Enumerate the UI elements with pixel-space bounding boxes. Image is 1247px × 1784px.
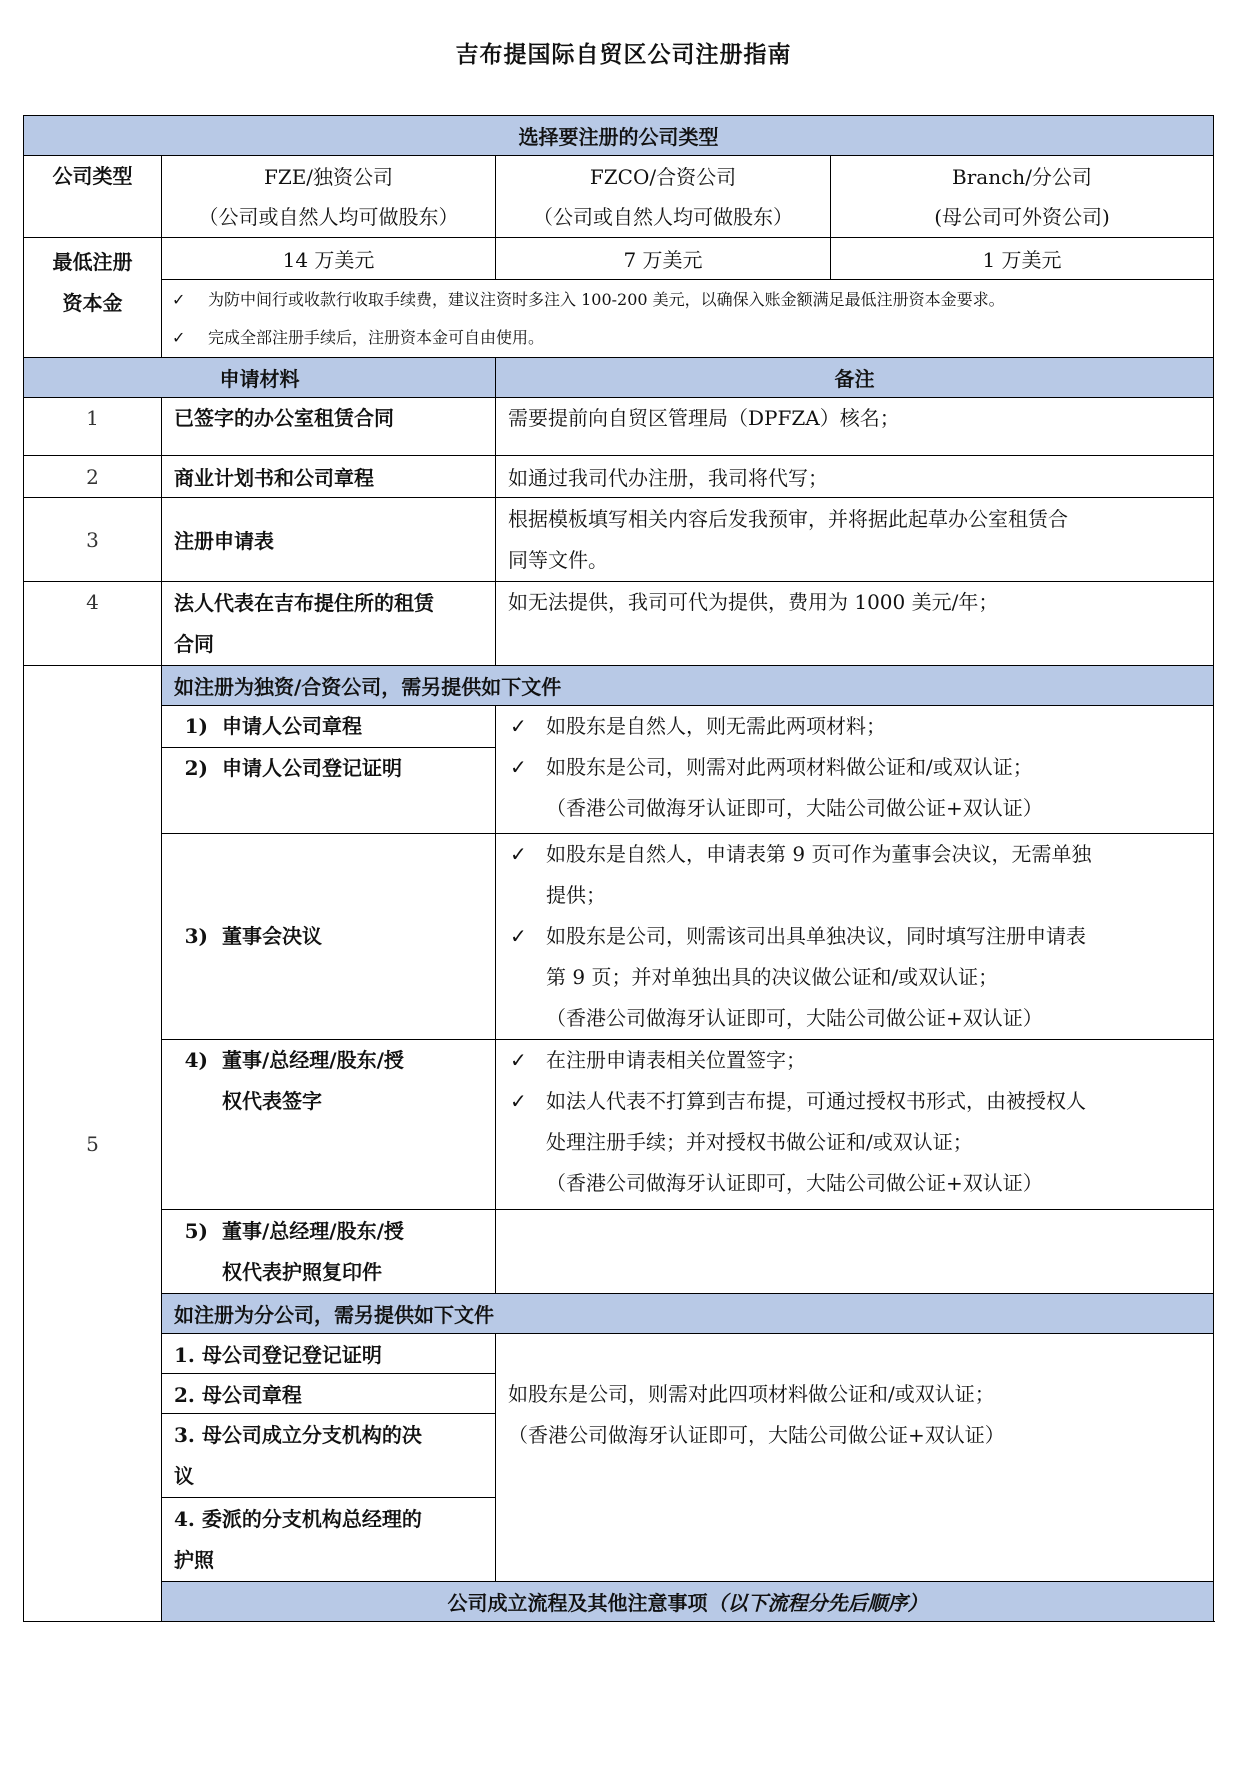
material-note-text: 同等文件。	[508, 547, 608, 572]
company-type-fze	[162, 156, 496, 238]
min-capital-fzco: 7 万美元	[496, 238, 831, 280]
row-number	[24, 398, 162, 456]
fze-item-5-note	[496, 1210, 1214, 1294]
registration-guide-table	[23, 115, 1214, 1622]
check-icon: ✓	[510, 924, 527, 948]
note-text: 如股东是自然人，申请表第 9 页可作为董事会决议，无需单独	[546, 842, 1092, 866]
capital-note-text: 完成全部注册手续后，注册资本金可自由使用。	[208, 327, 545, 347]
materials-column-header: 申请材料	[24, 358, 496, 398]
item-text: 护照	[174, 1547, 214, 1572]
fze-item-4-note	[496, 1040, 1214, 1210]
fze-item-row	[24, 834, 1214, 1040]
material-row	[24, 398, 1214, 456]
fze-item-4	[162, 1040, 496, 1210]
note-text: 如股东是公司，则需对此四项材料做公证和/或双认证；	[508, 1382, 995, 1406]
fze-item-1	[162, 706, 496, 748]
notes-column-header: 备注	[496, 358, 1214, 398]
note-line	[510, 834, 1201, 875]
company-type-label: 公司类型	[24, 156, 162, 238]
note-text: （香港公司做海牙认证即可，大陆公司做公证+双认证）	[546, 1171, 1043, 1195]
row-number-text: 4	[86, 590, 99, 614]
item-text: 3. 母公司成立分支机构的决	[174, 1422, 422, 1447]
note-line	[510, 747, 1201, 788]
sub-header-row	[24, 666, 1214, 706]
material-note-text: 如无法提供，我司可代为提供，费用为 1000 美元/年；	[508, 590, 999, 614]
min-capital-fze: 14 万美元	[162, 238, 496, 280]
company-type-name: Branch/分公司	[952, 165, 1092, 189]
fze-item-12-note	[496, 706, 1214, 834]
footer-header-italic: （以下流程分先后顺序）	[707, 1591, 928, 1615]
check-icon: ✓	[172, 327, 186, 347]
company-type-branch	[831, 156, 1214, 238]
footer-header-text: 公司成立流程及其他注意事项	[447, 1591, 708, 1615]
note-text: 在注册申请表相关位置签字；	[546, 1048, 806, 1072]
material-name: 商业计划书和公司章程	[162, 456, 496, 498]
item-text: 申请人公司章程	[222, 714, 362, 738]
footer-header-row	[24, 1582, 1214, 1622]
material-text: 法人代表在吉布提住所的租赁	[174, 590, 434, 615]
item-text: 4. 委派的分支机构总经理的	[174, 1506, 422, 1531]
item-number: 5)	[184, 1218, 208, 1243]
sub-header-branch: 如注册为分公司，需另提供如下文件	[162, 1294, 1214, 1334]
row-number	[24, 582, 162, 666]
item-number: 4)	[184, 1048, 208, 1072]
branch-items-note	[496, 1334, 1214, 1582]
material-note	[496, 498, 1214, 582]
note-line	[510, 1081, 1201, 1122]
company-type-desc: （公司或自然人均可做股东）	[533, 205, 793, 229]
min-capital-row	[24, 238, 1214, 280]
row-number: 3	[24, 498, 162, 582]
branch-item-3	[162, 1414, 496, 1498]
fze-item-5	[162, 1210, 496, 1294]
material-name	[162, 398, 496, 456]
item-number: 3)	[184, 924, 208, 948]
note-text: 如股东是自然人，则无需此两项材料；	[546, 714, 886, 738]
branch-item-1: 1. 母公司登记登记证明	[162, 1334, 496, 1374]
material-note	[496, 582, 1214, 666]
company-type-name: FZE/独资公司	[263, 165, 394, 189]
note-text: 提供；	[546, 883, 606, 907]
company-type-desc: （公司或自然人均可做股东）	[198, 205, 459, 229]
note-line	[510, 916, 1201, 957]
material-text: 已签字的办公室租赁合同	[174, 406, 394, 430]
check-icon: ✓	[510, 1048, 527, 1072]
branch-item-2: 2. 母公司章程	[162, 1374, 496, 1414]
min-capital-label-line: 最低注册	[52, 250, 133, 274]
material-row	[24, 456, 1214, 498]
check-icon: ✓	[172, 289, 186, 309]
note-line	[510, 788, 1201, 829]
row-number: 5	[24, 666, 162, 1622]
material-name: 注册申请表	[162, 498, 496, 582]
item-text: 权代表护照复印件	[222, 1259, 382, 1284]
section-header-select: 选择要注册的公司类型	[24, 116, 1214, 156]
company-type-name: FZCO/合资公司	[589, 165, 737, 189]
min-capital-branch: 1 万美元	[831, 238, 1214, 280]
note-text: 如法人代表不打算到吉布提，可通过授权书形式，由被授权人	[546, 1089, 1086, 1113]
material-text: 合同	[174, 631, 214, 656]
item-text: 董事会决议	[222, 924, 322, 948]
fze-item-3	[162, 834, 496, 1040]
fze-item-2	[162, 748, 496, 834]
sub-header-fze: 如注册为独资/合资公司，需另提供如下文件	[162, 666, 1214, 706]
material-note: 如通过我司代办注册，我司将代写；	[496, 456, 1214, 498]
branch-item-row	[24, 1334, 1214, 1374]
check-icon: ✓	[510, 714, 527, 738]
check-icon: ✓	[510, 842, 527, 866]
material-name	[162, 582, 496, 666]
row-number: 2	[24, 456, 162, 498]
document-title: 吉布提国际自贸区公司注册指南	[455, 41, 792, 68]
capital-notes	[162, 280, 1214, 358]
material-note-text: 根据模板填写相关内容后发我预审，并将据此起草办公室租赁合	[508, 506, 1068, 531]
section-header-row	[24, 116, 1214, 156]
note-line	[510, 706, 1201, 747]
item-text: 权代表签字	[222, 1089, 322, 1113]
note-line	[510, 1040, 1201, 1081]
note-text: 第 9 页；并对单独出具的决议做公证和/或双认证；	[546, 965, 999, 989]
materials-header-row	[24, 358, 1214, 398]
material-row	[24, 582, 1214, 666]
note-text: （香港公司做海牙认证即可，大陆公司做公证+双认证）	[508, 1423, 1005, 1447]
fze-item-row	[24, 1040, 1214, 1210]
fze-item-3-note	[496, 834, 1214, 1040]
min-capital-label	[24, 238, 162, 358]
company-type-fzco	[496, 156, 831, 238]
item-number: 1)	[184, 714, 208, 738]
note-text: 处理注册手续；并对授权书做公证和/或双认证；	[546, 1130, 973, 1154]
note-text: 如股东是公司，则需对此两项材料做公证和/或双认证；	[546, 755, 1033, 779]
item-text: 董事/总经理/股东/授	[222, 1048, 404, 1072]
item-text: 董事/总经理/股东/授	[222, 1218, 404, 1243]
note-text: （香港公司做海牙认证即可，大陆公司做公证+双认证）	[546, 1006, 1043, 1030]
item-number: 2)	[184, 756, 208, 780]
footer-section-header	[162, 1582, 1214, 1622]
item-text: 议	[174, 1463, 194, 1488]
branch-item-4	[162, 1498, 496, 1582]
check-icon: ✓	[510, 1089, 527, 1113]
item-text: 申请人公司登记证明	[222, 756, 402, 780]
note-text: 如股东是公司，则需该司出具单独决议，同时填写注册申请表	[546, 924, 1086, 948]
material-note-text: 需要提前向自贸区管理局（DPFZA）核名；	[508, 406, 900, 430]
fze-item-row	[24, 1210, 1214, 1294]
sub-header-row	[24, 1294, 1214, 1334]
min-capital-label-line: 资本金	[62, 291, 123, 315]
capital-note	[166, 281, 1213, 319]
company-type-desc: (母公司可外资公司)	[934, 205, 1110, 229]
material-note	[496, 398, 1214, 456]
capital-notes-row	[24, 280, 1214, 358]
fze-item-row	[24, 706, 1214, 748]
capital-note-text: 为防中间行或收款行收取手续费，建议注资时多注入 100-200 美元，以确保入账金额满足最低注册资本金要求。	[208, 289, 1005, 309]
row-number-text: 1	[86, 406, 99, 430]
capital-note	[166, 319, 1213, 357]
material-row	[24, 498, 1214, 582]
company-type-row	[24, 156, 1214, 238]
note-text: （香港公司做海牙认证即可，大陆公司做公证+双认证）	[546, 796, 1043, 820]
check-icon: ✓	[510, 755, 527, 779]
